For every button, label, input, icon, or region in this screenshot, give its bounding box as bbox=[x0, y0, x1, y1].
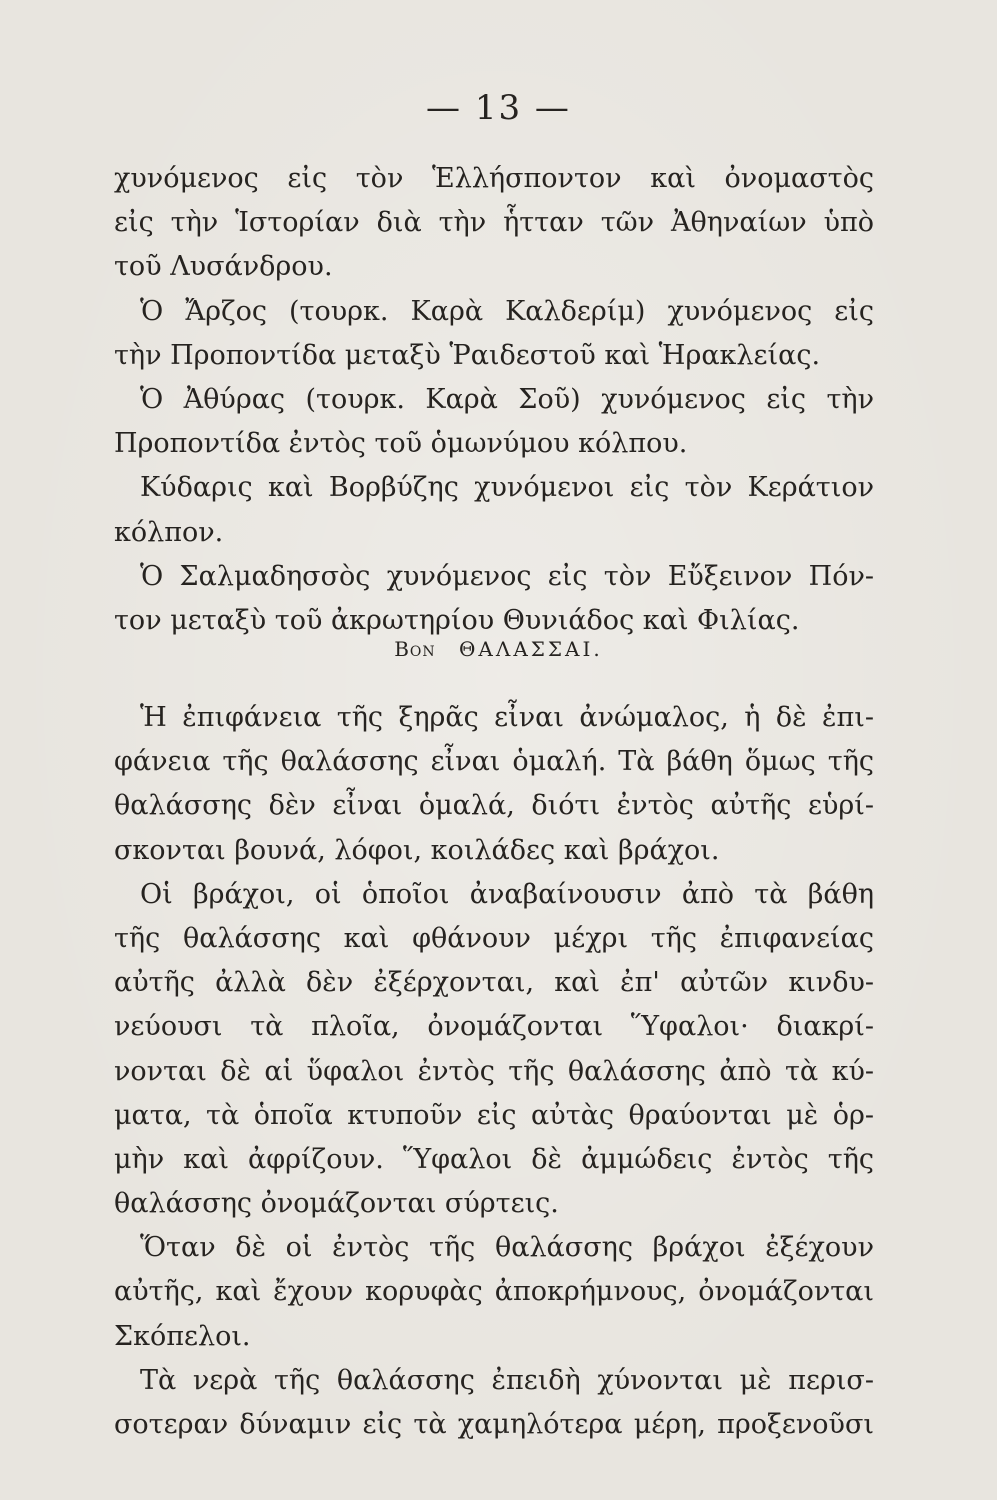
text-line: Ὁ Ἀθύρας (τουρκ. Καρὰ Σοῦ) χυνόμενος εἰς τὴν bbox=[140, 383, 874, 415]
text-line: κόλπον. bbox=[114, 516, 224, 548]
text-line: χυνόμενος εἰς τὸν Ἑλλήσποντον καὶ ὀνομαστὸς bbox=[114, 163, 874, 194]
text-line: τοῦ Λυσάνδρου. bbox=[114, 251, 333, 283]
text-line: τῆς θαλάσσης καὶ φθάνουν μέχρι τῆς ἐπιφανείας bbox=[114, 922, 874, 954]
text-line: φάνεια τῆς θαλάσσης εἶναι ὁμαλή. Τὰ βάθη ὅμως τῆς bbox=[114, 746, 874, 778]
section-number: Βον bbox=[394, 637, 436, 661]
text-line: Σκόπελοι. bbox=[114, 1320, 251, 1352]
text-line: θαλάσσης δὲν εἶναι ὁμαλά, διότι ἐντὸς αὐτῆς εὑρί- bbox=[114, 790, 874, 822]
text-line: σοτεραν δύναμιν εἰς τὰ χαμηλότερα μέρη, προξενοῦσι bbox=[114, 1409, 874, 1440]
section-heading bbox=[0, 637, 997, 661]
text-line: Ὁ Σαλμαδησσὸς χυνόμενος εἰς τὸν Εὔξεινον Πόν- bbox=[140, 560, 874, 592]
text-line: ματα, τὰ ὁποῖα κτυποῦν εἰς αὐτὰς θραύονται μὲ ὁρ- bbox=[114, 1099, 874, 1131]
text-line: μὴν καὶ ἀφρίζουν. Ὕφαλοι δὲ ἀμμώδεις ἐντὸς τῆς bbox=[114, 1143, 874, 1175]
text-line: Ὅταν δὲ οἱ ἐντὸς τῆς θαλάσσης βράχοι ἐξέχουν bbox=[140, 1232, 874, 1264]
text-line: Ὁ Ἄρζος (τουρκ. Καρὰ Καλδερίμ) χυνόμενος εἰς bbox=[140, 295, 874, 327]
text-line: θαλάσσης ὀνομάζονται σύρτεις. bbox=[114, 1188, 559, 1220]
text-line: τὴν Προποντίδα μεταξὺ Ῥαιδεστοῦ καὶ Ἡρακλείας. bbox=[114, 339, 821, 371]
text-line: νεύουσι τὰ πλοῖα, ὀνομάζονται Ὕφαλοι· διακρί- bbox=[114, 1011, 874, 1043]
seas-body-text bbox=[114, 696, 874, 1447]
text-line: Τὰ νερὰ τῆς θαλάσσης ἐπειδὴ χύνονται μὲ περισ- bbox=[140, 1364, 874, 1396]
text-line: Κύδαρις καὶ Βορβύζης χυνόμενοι εἰς τὸν Κεράτιον bbox=[140, 472, 874, 504]
text-line: σκονται βουνά, λόφοι, κοιλάδες καὶ βράχοι. bbox=[114, 834, 720, 866]
page-number: — 13 — bbox=[426, 88, 571, 128]
text-line: Οἱ βράχοι, οἱ ὁποῖοι ἀναβαίνουσιν ἀπὸ τὰ βάθη bbox=[140, 878, 874, 910]
text-line: αὐτῆς, καὶ ἔχουν κορυφὰς ἀποκρήμνους, ὀνομάζονται bbox=[114, 1276, 874, 1308]
text-line: εἰς τὴν Ἱστορίαν διὰ τὴν ἧτταν τῶν Ἀθηναίων ὑπὸ bbox=[114, 207, 874, 239]
text-line: τον μεταξὺ τοῦ ἀκρωτηρίου Θυνιάδος καὶ Φιλίας. bbox=[114, 604, 800, 636]
text-line: αὐτῆς ἀλλὰ δὲν ἐξέρχονται, καὶ ἐπ' αὐτῶν κινδυ- bbox=[114, 967, 874, 999]
section-title: ΘΑΛΑΣΣΑΙ. bbox=[459, 637, 603, 661]
text-line: Ἡ ἐπιφάνεια τῆς ξηρᾶς εἶναι ἀνώμαλος, ἡ δὲ ἐπι- bbox=[140, 702, 874, 733]
text-line: νονται δὲ αἱ ὕφαλοι ἐντὸς τῆς θαλάσσης ἀπὸ τὰ κύ- bbox=[114, 1055, 874, 1087]
text-line: Προποντίδα ἐντὸς τοῦ ὁμωνύμου κόλπου. bbox=[114, 428, 688, 460]
rivers-list-text bbox=[114, 157, 874, 643]
